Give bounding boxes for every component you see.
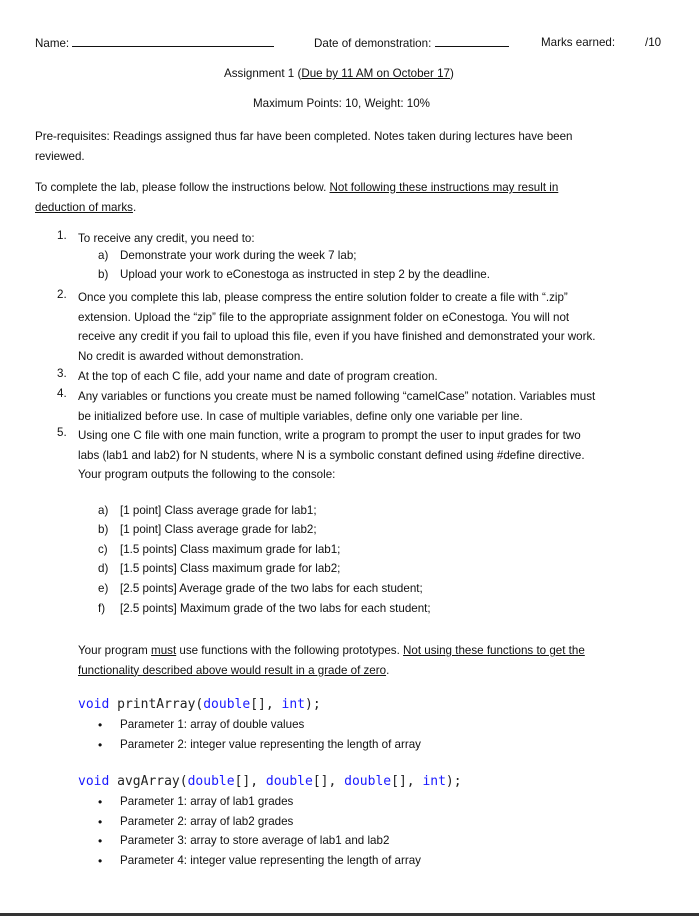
function-name: avgArray( xyxy=(109,774,188,789)
instruction-line: be initialized before use. In case of multiple variables, define only one variable per line. xyxy=(78,409,523,423)
instruction-text xyxy=(78,288,668,367)
parameter-item: Parameter 3: array to store average of lab1 and lab2 xyxy=(120,834,390,847)
output-mark: f) xyxy=(98,602,106,615)
instruction-line: Once you complete this lab, please compress the entire solution folder to create a file with “.zip” xyxy=(78,291,568,304)
parameter-item: Parameter 1: array of lab1 grades xyxy=(120,795,294,808)
arg-sep: [], xyxy=(312,774,345,789)
page-bottom-border xyxy=(0,913,699,916)
note-warning: Not using these functions to get the xyxy=(403,644,585,657)
prereq-line: Pre-requisites: Readings assigned thus far have been completed. Notes taken during lectures have been xyxy=(35,130,573,143)
instruction-line: To receive any credit, you need to: xyxy=(78,232,255,245)
instruction-line: No credit is awarded without demonstration. xyxy=(78,350,304,364)
instruction-line: labs (lab1 and lab2) for N students, where N is a symbolic constant defined using #define directive. xyxy=(78,448,585,462)
assignment-title xyxy=(224,67,454,80)
output-mark: c) xyxy=(98,543,108,556)
date-label: Date of demonstration: xyxy=(314,37,432,50)
sub-text: Upload your work to eConestoga as instructed in step 2 by the deadline. xyxy=(120,268,490,281)
arg-type: double xyxy=(203,697,251,712)
intro-end: . xyxy=(132,200,137,214)
instruction-text xyxy=(78,387,668,426)
instruction-number: 1. xyxy=(57,229,67,242)
instruction-line: Your program outputs the following to the console: xyxy=(78,468,336,482)
parameter-item: Parameter 1: array of double values xyxy=(120,718,305,731)
due-date: Due by 11 AM on October 17 xyxy=(301,67,450,80)
prototype-close: ); xyxy=(445,774,462,789)
date-field xyxy=(314,36,509,50)
output-item: [1 point] Class average grade for lab1; xyxy=(120,504,317,517)
prerequisites xyxy=(35,127,645,166)
instruction-number: 2. xyxy=(57,288,67,301)
instruction-number: 3. xyxy=(57,367,67,380)
note-end: . xyxy=(386,663,390,677)
name-label: Name: xyxy=(35,37,70,50)
bullet-icon: • xyxy=(98,834,103,848)
arg-type: int xyxy=(422,774,446,789)
function-prototype xyxy=(78,774,462,789)
instruction-text xyxy=(78,426,668,485)
parameter-item: Parameter 2: array of lab2 grades xyxy=(120,815,294,828)
parameter-item: Parameter 2: integer value representing the length of array xyxy=(120,738,421,751)
bullet-icon: • xyxy=(98,795,103,809)
output-mark: a) xyxy=(98,504,109,517)
instruction-number: 5. xyxy=(57,426,67,439)
name-blank xyxy=(72,36,274,47)
instruction-line: Any variables or functions you create must be named following “camelCase” notation. Variables must xyxy=(78,390,596,403)
sub-mark: b) xyxy=(98,268,109,281)
bullet-icon: • xyxy=(98,815,103,829)
marks-label: Marks earned: xyxy=(541,36,616,49)
instruction-line: extension. Upload the “zip” file to the appropriate assignment folder on eConestoga. You will not xyxy=(78,310,570,324)
arg-sep: [], xyxy=(250,697,282,712)
prereq-line: reviewed. xyxy=(35,149,85,163)
arg-type: double xyxy=(344,774,392,789)
arg-type: int xyxy=(281,697,305,712)
instruction-text xyxy=(78,229,668,249)
intro-text: To complete the lab, please follow the instructions below. xyxy=(35,181,330,194)
output-item: [2.5 points] Maximum grade of the two labs for each student; xyxy=(120,602,431,615)
parameter-item: Parameter 4: integer value representing the length of array xyxy=(120,854,421,867)
title-prefix: Assignment 1 ( xyxy=(224,67,302,80)
title-suffix: ) xyxy=(450,67,454,80)
name-field xyxy=(35,36,274,50)
sub-mark: a) xyxy=(98,249,109,262)
output-mark: b) xyxy=(98,523,109,536)
bullet-icon: • xyxy=(98,854,103,868)
return-type: void xyxy=(78,697,110,712)
instruction-number: 4. xyxy=(57,387,67,400)
output-item: [1 point] Class average grade for lab2; xyxy=(120,523,317,536)
intro-warning: deduction of marks xyxy=(35,200,133,214)
function-prototype xyxy=(78,697,321,712)
marks-field xyxy=(541,36,615,49)
sub-text: Demonstrate your work during the week 7 lab; xyxy=(120,249,357,262)
arg-sep: [], xyxy=(234,774,266,789)
arg-sep: [], xyxy=(391,774,423,789)
intro-paragraph xyxy=(35,178,645,217)
return-type: void xyxy=(78,774,110,789)
bullet-icon: • xyxy=(98,738,103,752)
arg-type: double xyxy=(265,774,313,789)
instruction-line: At the top of each C file, add your name and date of program creation. xyxy=(78,370,438,383)
output-mark: e) xyxy=(98,582,109,595)
output-mark: d) xyxy=(98,562,109,575)
note-text: use functions with the following prototypes. xyxy=(176,644,404,657)
instruction-line: receive any credit if you fail to upload this file, even if you have finished and demonstrated your work. xyxy=(78,330,596,344)
note-text: Your program xyxy=(78,644,152,657)
arg-type: double xyxy=(187,774,235,789)
instruction-text xyxy=(78,367,668,387)
note-must: must xyxy=(151,644,177,657)
bullet-icon: • xyxy=(98,718,103,732)
output-item: [1.5 points] Class maximum grade for lab2; xyxy=(120,562,341,575)
note-warning: functionality described above would result in a grade of zero xyxy=(78,663,387,677)
prototype-close: ); xyxy=(305,697,321,712)
output-item: [2.5 points] Average grade of the two labs for each student; xyxy=(120,582,423,595)
date-blank xyxy=(435,36,509,47)
intro-warning: Not following these instructions may result in xyxy=(329,181,559,194)
points-weight: Maximum Points: 10, Weight: 10% xyxy=(253,97,430,110)
marks-total: /10 xyxy=(645,36,662,49)
output-item: [1.5 points] Class maximum grade for lab1; xyxy=(120,543,341,556)
prototypes-note xyxy=(78,641,668,680)
instruction-line: Using one C file with one main function, write a program to prompt the user to input grades for two xyxy=(78,429,581,442)
function-name: printArray( xyxy=(109,697,204,712)
